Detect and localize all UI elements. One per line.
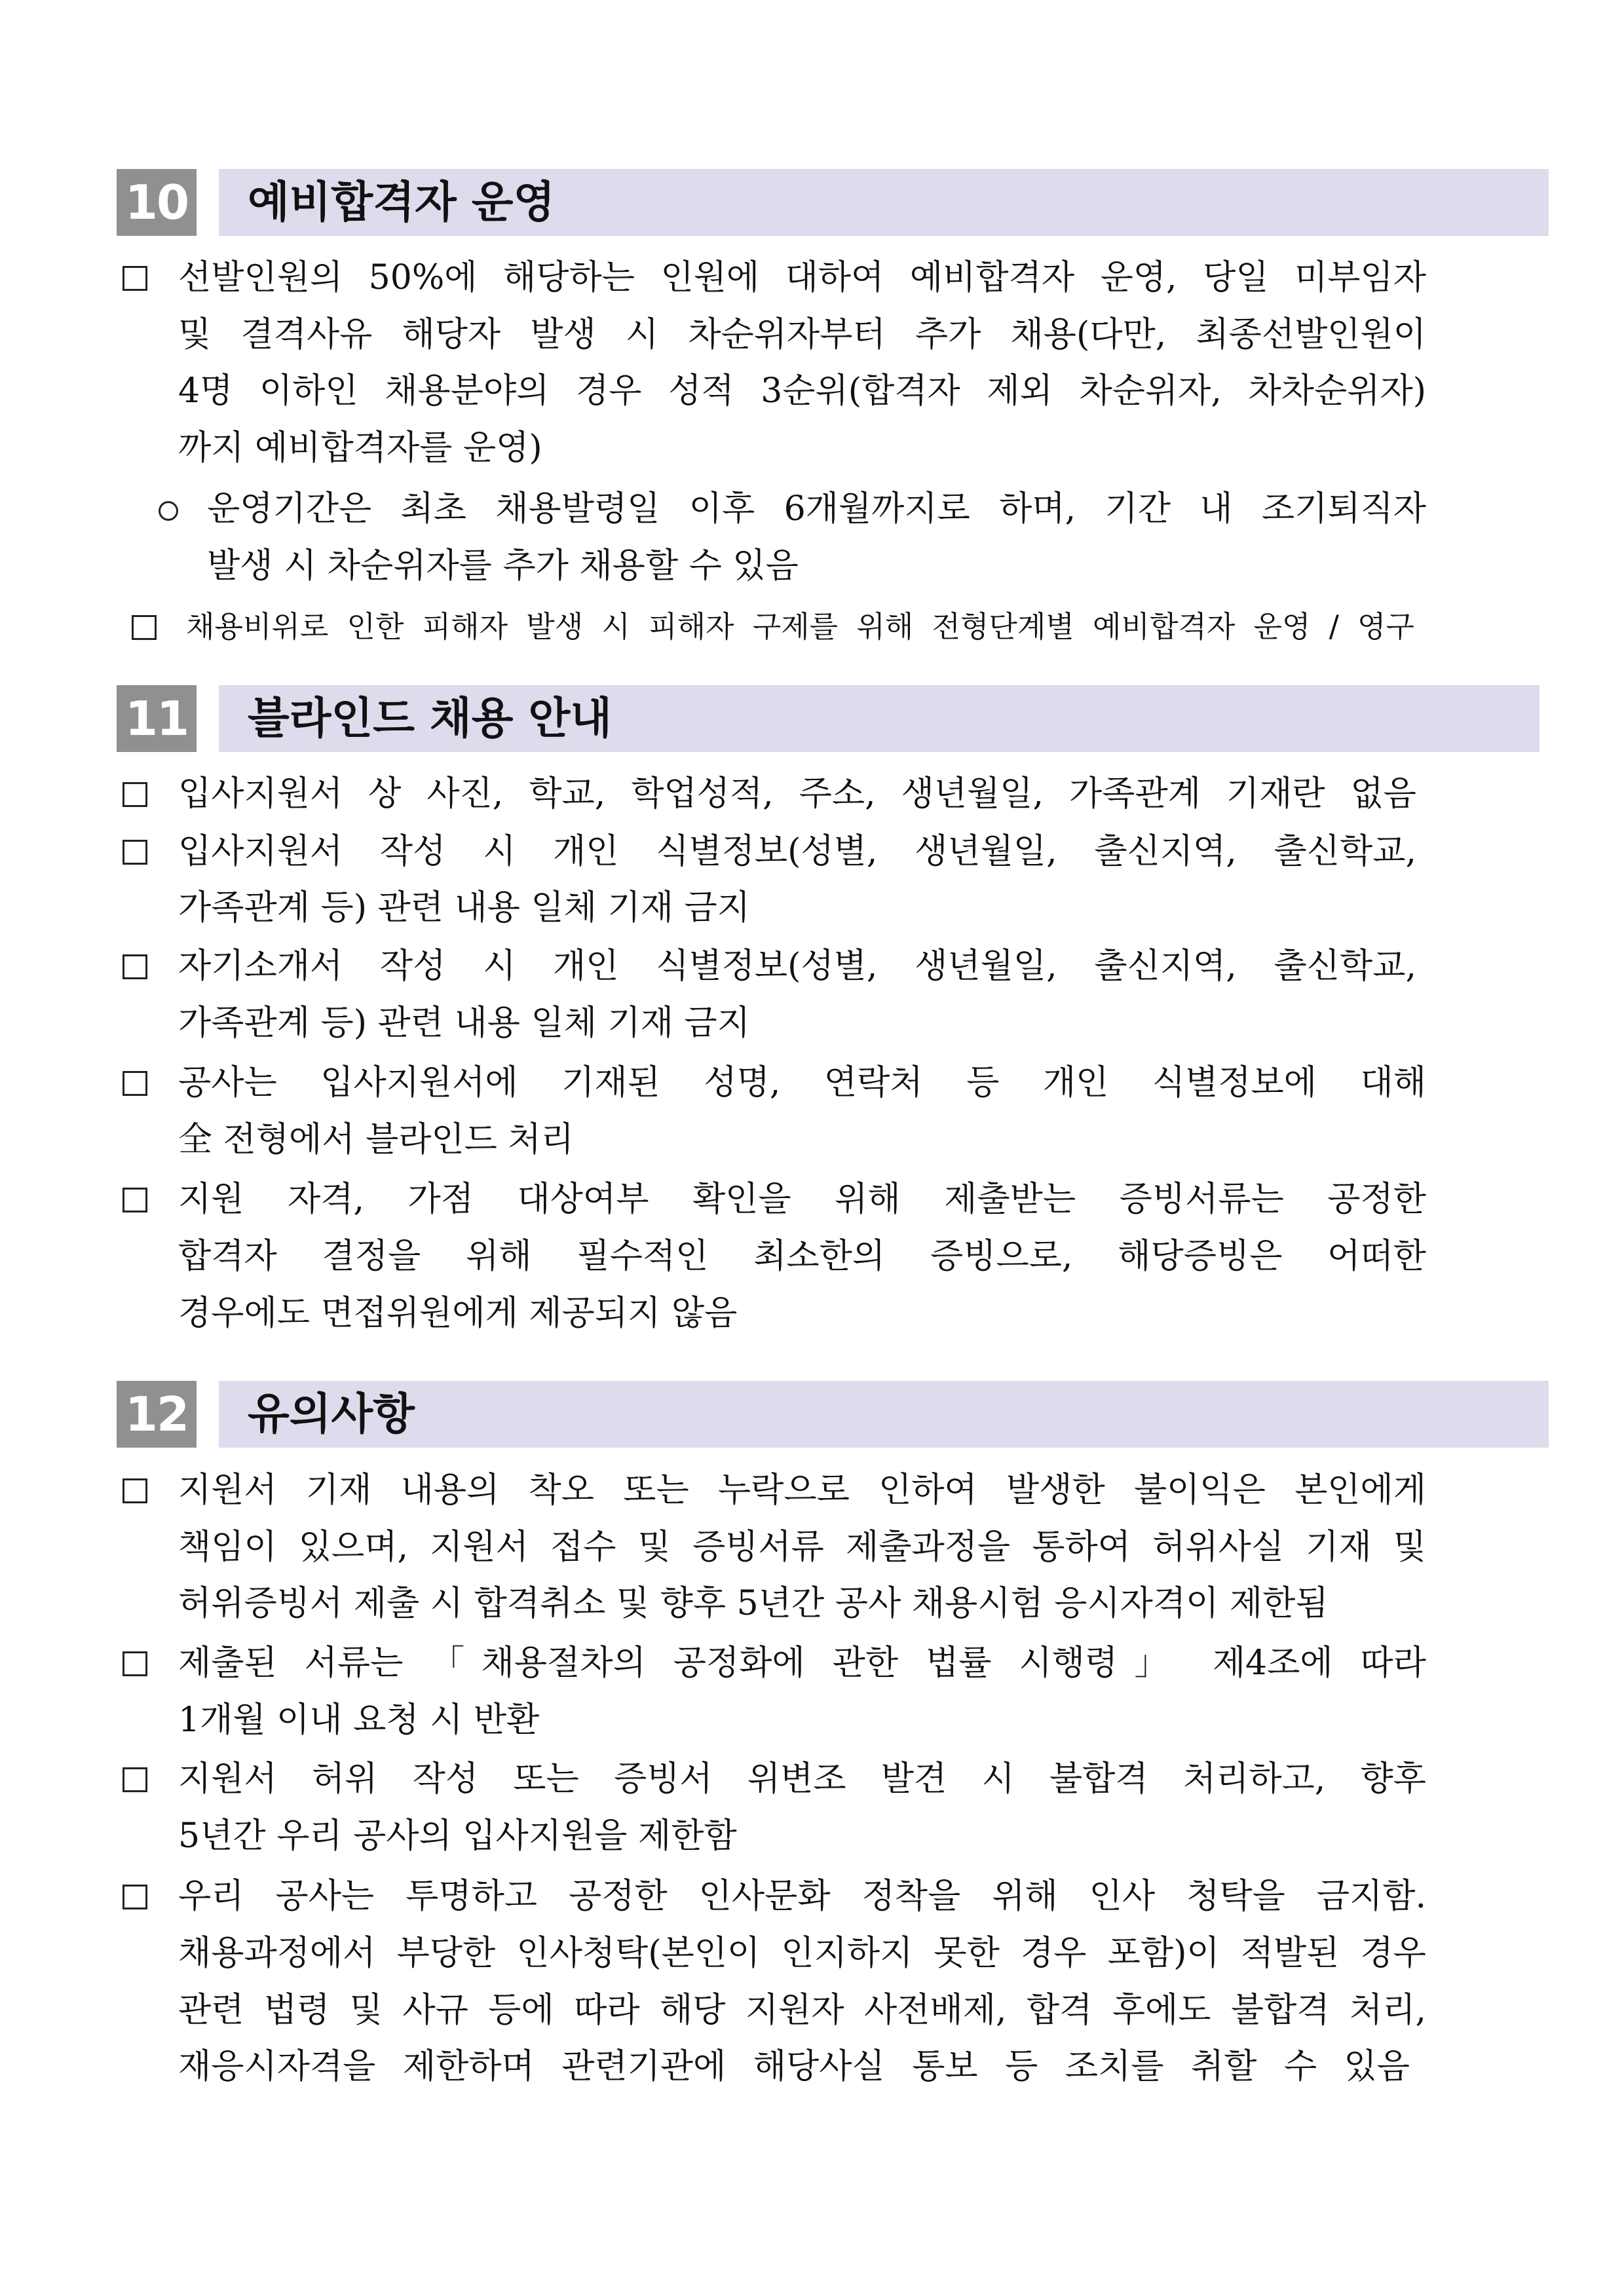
text-line: 가족관계 등) 관련 내용 일체 기재 금지: [178, 1004, 750, 1043]
section-title-bar: [219, 1381, 1549, 1448]
checkbox-icon: [123, 954, 147, 979]
checkbox-icon: [123, 1767, 147, 1792]
text-line: 허위증빙서 제출 시 합격취소 및 향후 5년간 공사 채용시험 응시자격이 제한됨: [178, 1584, 1329, 1623]
text-line: 제출된 서류는 「채용절차의 공정화에 관한 법률 시행령」 제4조에 따라: [178, 1644, 1426, 1683]
text-line: 5년간 우리 공사의 입사지원을 제한함: [178, 1816, 737, 1856]
text-line: 4명 이하인 채용분야의 경우 성적 3순위(합격자 제외 차순위자, 차차순위자): [178, 371, 1426, 411]
text-line: 공사는 입사지원서에 기재된 성명, 연락처 등 개인 식별정보에 대해: [178, 1063, 1426, 1102]
text-line: 全 전형에서 블라인드 처리: [178, 1120, 574, 1159]
section-title: 예비합격자 운영: [248, 177, 556, 227]
text-line: 책임이 있으며, 지원서 접수 및 증빙서류 제출과정을 통하여 허위사실 기재 및: [178, 1528, 1426, 1567]
section-number: 12: [117, 1381, 197, 1448]
text-line: 1개월 이내 요청 시 반환: [178, 1700, 540, 1740]
text-line: 까지 예비합격자를 운영): [178, 428, 542, 468]
text-line: 경우에도 면접위원에게 제공되지 않음: [178, 1294, 738, 1333]
text-line: 자기소개서 작성 시 개인 식별정보(성별, 생년월일, 출신지역, 출신학교,: [178, 947, 1416, 986]
checkbox-icon: [123, 840, 147, 865]
checkbox-icon: [123, 1885, 147, 1909]
section-number: 11: [117, 685, 197, 752]
section-title: 유의사항: [248, 1389, 415, 1439]
text-line: 지원 자격, 가점 대상여부 확인을 위해 제출받는 증빙서류는 공정한: [178, 1180, 1426, 1219]
text-line: 및 결격사유 해당자 발생 시 차순위자부터 추가 채용(다만, 최종선발인원이: [178, 315, 1426, 354]
text-line: 운영기간은 최초 채용발령일 이후 6개월까지로 하며, 기간 내 조기퇴직자: [207, 489, 1426, 529]
checkbox-icon: [123, 1071, 147, 1096]
text-line: 채용과정에서 부당한 인사청탁(본인이 인지하지 못한 경우 포함)이 적발된 경우: [178, 1934, 1426, 1973]
text-line: 합격자 결정을 위해 필수적인 최소한의 증빙으로, 해당증빙은 어떠한: [178, 1237, 1426, 1276]
section-title-bar: [219, 685, 1539, 752]
checkbox-icon: [123, 1478, 147, 1503]
text-line: 가족관계 등) 관련 내용 일체 기재 금지: [178, 888, 750, 928]
checkbox-icon: [123, 1651, 147, 1676]
section-title: 블라인드 채용 안내: [248, 693, 613, 743]
text-line: 발생 시 차순위자를 추가 채용할 수 있음: [207, 546, 799, 586]
checkbox-icon: [123, 782, 147, 807]
text-line: 우리 공사는 투명하고 공정한 인사문화 정착을 위해 인사 청탁을 금지함.: [178, 1877, 1426, 1916]
text-line: 선발인원의 50%에 해당하는 인원에 대하여 예비합격자 운영, 당일 미부임자: [178, 258, 1426, 297]
text-line: 채용비위로 인한 피해자 발생 시 피해자 구제를 위해 전형단계별 예비합격자 운영 / 영구: [186, 609, 1414, 644]
checkbox-icon: [132, 615, 157, 640]
text-line: 입사지원서 작성 시 개인 식별정보(성별, 생년월일, 출신지역, 출신학교,: [178, 832, 1416, 871]
section-title-bar: [219, 169, 1549, 236]
text-line: 관련 법령 및 사규 등에 따라 해당 지원자 사전배제, 합격 후에도 불합격 처리,: [178, 1991, 1426, 2030]
circle-bullet-icon: [159, 501, 178, 521]
checkbox-icon: [123, 1188, 147, 1212]
section-number: 10: [117, 169, 197, 236]
text-line: 지원서 허위 작성 또는 증빙서 위변조 발견 시 불합격 처리하고, 향후: [178, 1759, 1426, 1799]
checkbox-icon: [123, 266, 147, 291]
text-line: 재응시자격을 제한하며 관련기관에 해당사실 통보 등 조치를 취할 수 있음: [178, 2047, 1410, 2086]
text-line: 지원서 기재 내용의 착오 또는 누락으로 인하여 발생한 불이익은 본인에게: [178, 1471, 1426, 1510]
text-line: 입사지원서 상 사진, 학교, 학업성적, 주소, 생년월일, 가족관계 기재란 없음: [178, 774, 1416, 814]
